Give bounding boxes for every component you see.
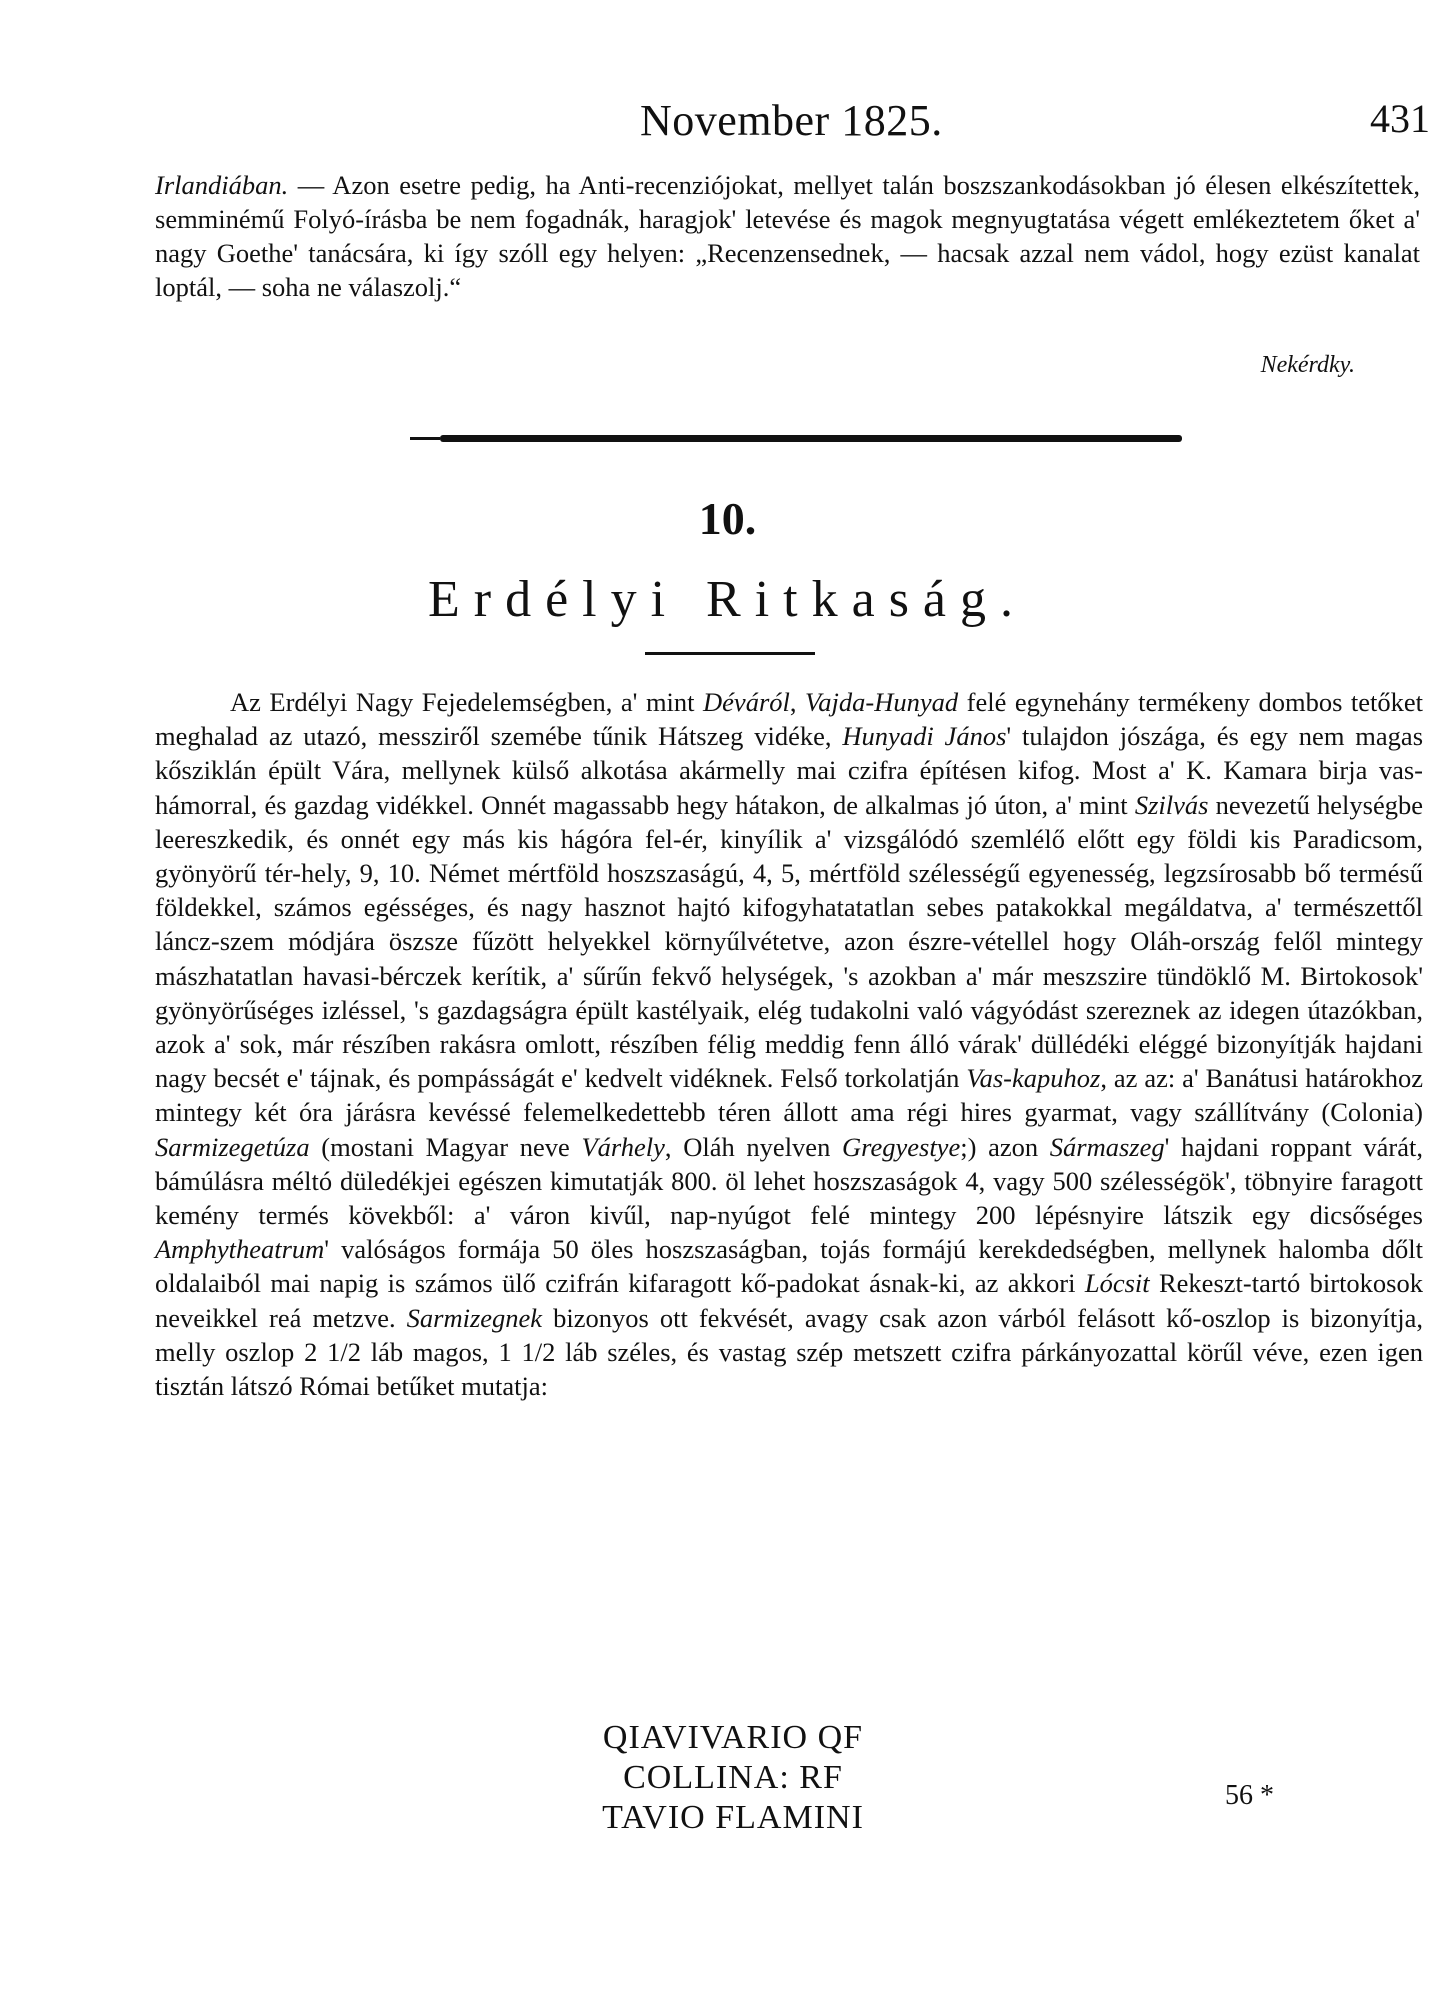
section-title: Erdélyi Ritkaság. bbox=[427, 571, 1028, 628]
roman-inscription bbox=[583, 1718, 883, 1838]
author-signature: Nekérdky. bbox=[1260, 352, 1355, 378]
body-text: ;) azon bbox=[960, 1131, 1050, 1162]
body-text: ' tulajdon jószága, és egy nem magas kősziklán épült Vára, mellynek külső alkotása akármelly mai czifra építésen kifog. Most a' K. Kamara birja vas-hámorral, és gazdag vidékkel. Onnét magassabb hegy hátakon, de alkalmas jó úton, a' mint bbox=[155, 721, 1424, 820]
article-continuation bbox=[155, 168, 1420, 304]
section-divider bbox=[440, 435, 1182, 442]
body-italic: Déváról bbox=[703, 687, 790, 717]
body-text: , Oláh nyelven bbox=[664, 1131, 842, 1162]
inscription-line: COLLINA: RF bbox=[623, 1759, 843, 1796]
running-header bbox=[640, 95, 1430, 155]
body-text: , bbox=[789, 687, 806, 717]
header-date: November 1825. bbox=[640, 96, 943, 145]
inscription-line: QIAVIVARIO QF bbox=[602, 1719, 864, 1756]
article-continuation-text: — Azon esetre pedig, ha Anti-recenziójokat, mellyet talán boszszankodásokban jó élesen elkészítettek, semminémű Folyó-írásba be nem fogadnák, haragjok' letevése és magok megnyugtatása végett emlékeztetem őket a' nagy Goethe' tanácsára, ki így szóll egy helyen: „Recenzensednek, — hacsak azzal nem vádol, hogy ezüst kanalat loptál, — soha ne válaszolj.“ bbox=[155, 170, 1420, 302]
body-italic: Sarmizegetúza bbox=[155, 1131, 310, 1162]
place-word: Irlandiában. bbox=[155, 170, 289, 200]
body-text: Az Erdélyi Nagy Fejedelemségben, a' mint bbox=[230, 687, 704, 717]
body-text: ' hajdani roppant várát, bámúlásra méltó düledékjei egészen kimutatják 800. öl lehet hoszszaságok 4, vagy 500 szélességök', töbnyire faragott kemény termés kövekből: a' váron kivűl, nap-nyúgot felé mintegy 200 lépésnyire látszik egy dicsőséges bbox=[155, 1131, 1424, 1231]
title-underline bbox=[645, 652, 815, 655]
body-italic: Sarmizegnek bbox=[406, 1302, 543, 1333]
body-italic: Hunyadi János bbox=[842, 721, 1007, 752]
sheet-signature: 56 * bbox=[1225, 1780, 1274, 1811]
body-italic: Vas-kapuhoz bbox=[966, 1063, 1101, 1094]
body-text: bizonyos ott fekvését, avagy csak azon várból felásott kő-oszlop is bizonyítja, melly oszlop 2 1/2 láb magos, 1 1/2 láb széles, és vastag szép metszett czifra párkányozattal körűl véve, ezen igen tisztán látszó Római betűket mutatja: bbox=[155, 1302, 1423, 1402]
article-body bbox=[155, 685, 1423, 1403]
body-italic: Vajda-Hunyad bbox=[805, 687, 959, 717]
inscription-line: TAVIO FLAMINI bbox=[602, 1799, 864, 1836]
body-italic: Szilvás bbox=[1134, 789, 1209, 820]
body-text: ' valóságos formája 50 öles hoszszaságban, tojás formájú kerekdedségben, mellynek halomba dőlt oldalaiból mai napig is számos ülő czifrán kifaragott kő-padokat ásnak-ki, az akkori bbox=[155, 1234, 1423, 1299]
body-italic: Sármaszeg bbox=[1049, 1131, 1165, 1162]
body-italic: Amphytheatrum bbox=[155, 1234, 325, 1265]
page-number: 431 bbox=[1370, 96, 1430, 141]
body-italic: Lócsit bbox=[1084, 1268, 1150, 1299]
body-text: (mostani Magyar neve bbox=[309, 1131, 582, 1162]
body-text: Rekeszt-tartó birtokosok neveikkel reá metzve. bbox=[155, 1268, 1423, 1333]
body-text: felé egynehány termékeny dombos tetőket meghalad az utazó, messziről szemébe tűnik Hátszeg vidéke, bbox=[155, 687, 1423, 752]
body-italic: Várhely bbox=[581, 1131, 665, 1162]
body-text: , az az: a' Banátusi határokhoz mintegy két óra járásra kevéssé felemelkedettebb téren állott ama régi hires gyarmat, vagy szállítvány (Colonia) bbox=[155, 1063, 1423, 1128]
section-number: 10. bbox=[698, 493, 757, 544]
body-italic: Gregyestye bbox=[842, 1131, 961, 1162]
body-text: nevezetű helységbe leereszkedik, és onnét egy más kis hágóra fel-ér, kinyílik a' vizsgálódó szemlélő előtt egy földi kis Paradicsom, gyönyörű tér-hely, 9, 10. Német mértföld hoszszaságú, 4, 5, mértföld szélességű egyenesség, legzsírosabb bő termésű földekkel, számos egésséges, és nagy hasznot hajtó kifogyhatatatlan sebes patakokkal megáldatva, a' természettől láncz-szem módjára öszsze fűzött helyekkel környűlvétetve, azon észre-vétellel hogy Oláh-ország felől mintegy mászhatatlan havasi-bérczek kerítik, a' sűrűn fekvő helységek, 's azokban a' már meszszire tündöklő M. Birtokosok' gyönyörűséges izléssel, 's gazdagságra épült kastélyaik, elég tudakolni való vágyódást szereznek az idegen útazókban, azok a' sok, már részíben rakásra omlott, részíben félig meddig fenn álló várak' düllédéki eléggé bizonyítják hajdani nagy becsét e' tájnak, és pompásságát e' kedvelt vidéknek. Felső torkolatján bbox=[155, 789, 1423, 1094]
